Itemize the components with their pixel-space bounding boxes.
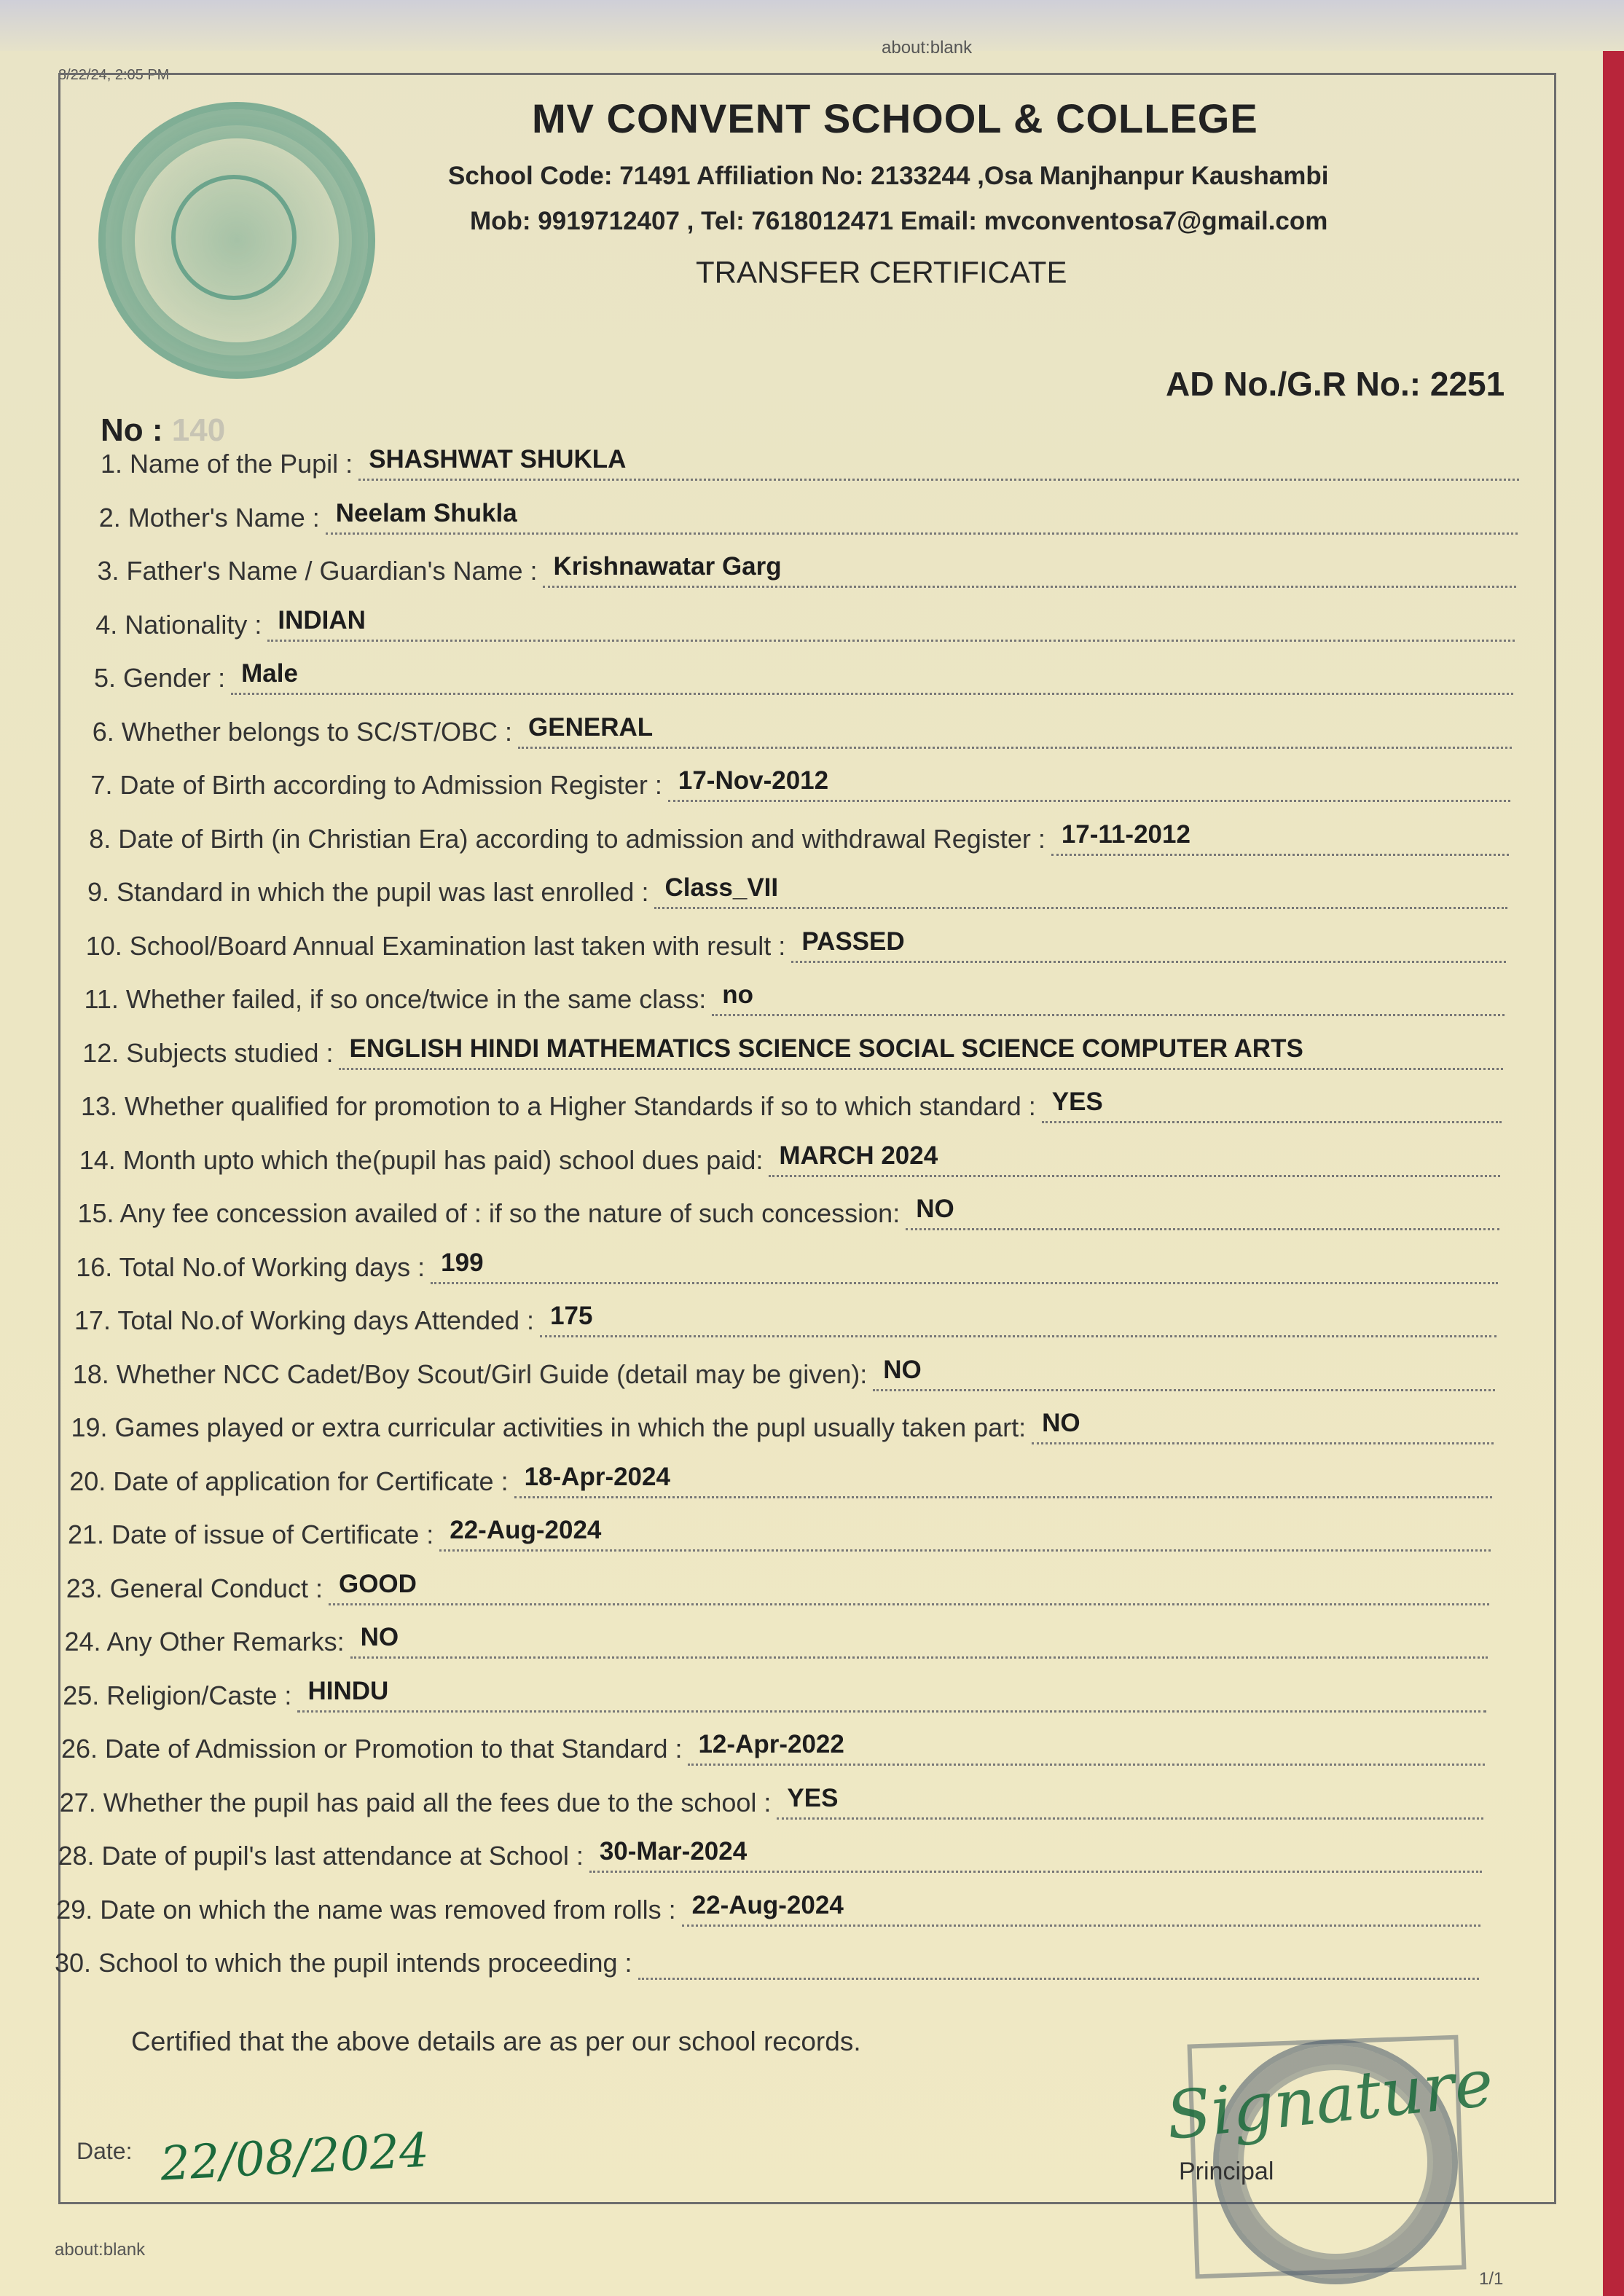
field-row — [89, 812, 1509, 856]
field-value: Male — [241, 659, 298, 688]
field-row — [78, 1187, 1499, 1230]
field-row — [61, 1722, 1485, 1766]
handwritten-date: 22/08/2024 — [159, 2123, 431, 2192]
field-value-line — [231, 652, 1513, 695]
field-value-line — [543, 545, 1516, 588]
document-title: TRANSFER CERTIFICATE — [696, 255, 1067, 289]
field-label: 2. Mother's Name : — [98, 502, 320, 532]
field-value: GENERAL — [528, 712, 654, 742]
field-row — [73, 1348, 1495, 1391]
field-label: 20. Date of application for Certificate : — [69, 1466, 509, 1496]
page-number: 1/1 — [1479, 2269, 1504, 2289]
field-value: Class_VII — [664, 873, 779, 902]
field-row — [76, 1241, 1497, 1284]
field-value-line — [638, 1937, 1479, 1980]
field-row — [101, 437, 1519, 481]
field-value-line — [668, 759, 1510, 802]
field-value-line — [769, 1134, 1500, 1177]
field-value-line — [297, 1670, 1486, 1713]
field-label: 27. Whether the pupil has paid all the fees due to the school : — [59, 1787, 772, 1817]
field-label: 12. Subjects studied : — [82, 1037, 334, 1068]
browser-print-header — [0, 0, 1624, 51]
field-row — [71, 1401, 1494, 1444]
school-code-line: School Code: 71491 Affiliation No: 2133244 ,Osa Manjhanpur Kaushambi — [448, 162, 1329, 190]
field-row — [55, 1936, 1479, 1980]
field-label: 1. Name of the Pupil : — [101, 449, 353, 479]
field-label: 17. Total No.of Working days Attended : — [74, 1305, 535, 1335]
field-row — [56, 1883, 1480, 1927]
field-value-line — [358, 438, 1519, 481]
field-value: YES — [787, 1783, 839, 1812]
field-value-line — [431, 1241, 1497, 1284]
date-label: Date: — [77, 2138, 133, 2164]
field-label: 24. Any Other Remarks: — [64, 1627, 345, 1656]
field-value-line — [540, 1294, 1496, 1337]
field-row — [63, 1669, 1486, 1713]
field-value-line — [518, 706, 1512, 749]
field-label: 18. Whether NCC Cadet/Boy Scout/Girl Guide (detail may be given): — [72, 1359, 868, 1389]
field-value-line — [350, 1616, 1488, 1659]
field-row — [74, 1294, 1496, 1337]
field-value-line — [267, 599, 1515, 642]
field-row — [98, 544, 1517, 588]
field-value: Krishnawatar Garg — [553, 552, 782, 581]
admission-number: AD No./G.R No.: 2251 — [1166, 365, 1505, 403]
field-row — [82, 1026, 1503, 1070]
field-row — [95, 598, 1515, 642]
field-value: 30-Mar-2024 — [599, 1837, 748, 1866]
field-value: 18-Apr-2024 — [524, 1462, 670, 1491]
field-label: 13. Whether qualified for promotion to a Higher Standards if so to which standard : — [81, 1091, 1036, 1121]
print-timestamp: 8/22/24, 2:05 PM — [58, 67, 170, 83]
field-label: 8. Date of Birth (in Christian Era) according to admission and withdrawal Register : — [89, 823, 1046, 854]
field-value-line — [906, 1187, 1499, 1230]
field-row — [87, 865, 1507, 909]
field-label: 5. Gender : — [94, 663, 226, 693]
field-label: 26. Date of Admission or Promotion to that Standard : — [61, 1734, 683, 1764]
school-contact-line: Mob: 9919712407 , Tel: 7618012471 Email: mvconventosa7@gmail.com — [470, 207, 1328, 235]
field-value: ENGLISH HINDI MATHEMATICS SCIENCE SOCIAL SCIENCE COMPUTER ARTS — [349, 1034, 1303, 1063]
field-label: 16. Total No.of Working days : — [76, 1251, 425, 1282]
field-row — [93, 705, 1512, 749]
field-value: 199 — [441, 1248, 484, 1277]
principal-signature: Signature — [1162, 2044, 1497, 2155]
field-value: NO — [883, 1355, 922, 1384]
field-value-line — [777, 1777, 1483, 1820]
field-value: 175 — [550, 1302, 593, 1330]
field-row — [86, 919, 1507, 963]
field-value: MARCH 2024 — [779, 1141, 938, 1170]
field-label: 14. Month upto which the(pupil has paid) school dues paid: — [79, 1144, 764, 1175]
field-value: 12-Apr-2022 — [698, 1730, 844, 1758]
field-value: INDIAN — [278, 605, 366, 634]
certification-statement: Certified that the above details are as per our school records. — [131, 2026, 861, 2056]
field-row — [66, 1562, 1489, 1605]
field-label: 29. Date on which the name was removed from rolls : — [56, 1894, 676, 1925]
certificate-number: No : 140 — [101, 412, 226, 448]
field-row — [68, 1508, 1491, 1552]
certificate-number-value: 140 — [171, 412, 226, 448]
field-value-line — [339, 1027, 1503, 1070]
field-row — [58, 1829, 1482, 1873]
field-value-line — [326, 492, 1518, 535]
field-value: 17-Nov-2012 — [678, 766, 829, 795]
field-label: 9. Standard in which the pupil was last enrolled : — [87, 877, 649, 907]
field-value-line — [329, 1562, 1489, 1605]
field-row — [85, 972, 1505, 1016]
field-row — [79, 1133, 1501, 1177]
field-value: GOOD — [338, 1569, 417, 1598]
field-label: 19. Games played or extra curricular activities in which the pupl usually taken part: — [71, 1412, 1027, 1442]
field-label: 7. Date of Birth according to Admission Register : — [90, 770, 662, 800]
field-value: 22-Aug-2024 — [450, 1516, 602, 1544]
field-value-line — [589, 1830, 1482, 1873]
field-value: 22-Aug-2024 — [691, 1890, 844, 1919]
field-value: HINDU — [307, 1676, 389, 1705]
field-row — [65, 1615, 1488, 1659]
field-value-line — [439, 1509, 1490, 1552]
field-value-line — [682, 1884, 1480, 1927]
field-label: 10. School/Board Annual Examination last taken with result : — [85, 930, 786, 961]
field-label: 28. Date of pupil's last attendance at School : — [58, 1841, 584, 1871]
print-url-bottom: about:blank — [55, 2240, 146, 2260]
field-row — [94, 651, 1513, 695]
field-label: 23. General Conduct : — [66, 1573, 323, 1603]
field-label: 4. Nationality : — [95, 609, 262, 640]
field-value-line — [654, 866, 1507, 909]
field-value: NO — [360, 1623, 399, 1651]
field-value-line — [1051, 813, 1509, 856]
field-value: PASSED — [801, 927, 905, 956]
field-row — [69, 1455, 1491, 1498]
principal-label: Principal — [1179, 2158, 1274, 2185]
field-value: YES — [1051, 1088, 1103, 1116]
field-value-line — [1032, 1401, 1494, 1444]
field-value-line — [873, 1348, 1494, 1391]
field-value-line — [688, 1723, 1484, 1766]
school-seal-icon — [98, 102, 375, 379]
field-row — [99, 491, 1518, 535]
field-value-line — [514, 1455, 1492, 1498]
field-row — [81, 1080, 1502, 1123]
field-value: NO — [1042, 1409, 1080, 1437]
field-value: Neelam Shukla — [335, 498, 517, 527]
field-value-line — [712, 973, 1505, 1016]
field-label: 21. Date of issue of Certificate : — [68, 1519, 434, 1549]
field-row — [91, 758, 1511, 802]
field-value: NO — [916, 1195, 954, 1223]
field-label: 6. Whether belongs to SC/ST/OBC : — [92, 716, 512, 747]
field-label: 11. Whether failed, if so once/twice in the same class: — [84, 984, 707, 1014]
field-value-line — [791, 920, 1506, 963]
print-url-top: about:blank — [882, 38, 973, 58]
field-value: SHASHWAT SHUKLA — [369, 445, 627, 473]
field-value-line — [1042, 1080, 1502, 1123]
field-value: no — [722, 980, 753, 1009]
field-value: 17-11-2012 — [1061, 819, 1190, 849]
field-label: 3. Father's Name / Guardian's Name : — [97, 556, 538, 586]
field-label: 30. School to which the pupil intends proceeding : — [55, 1948, 632, 1978]
field-label: 25. Religion/Caste : — [63, 1680, 292, 1710]
field-row — [60, 1776, 1483, 1820]
school-name: MV CONVENT SCHOOL & COLLEGE — [532, 95, 1258, 141]
field-label: 15. Any fee concession availed of : if so the nature of such concession: — [77, 1198, 901, 1228]
